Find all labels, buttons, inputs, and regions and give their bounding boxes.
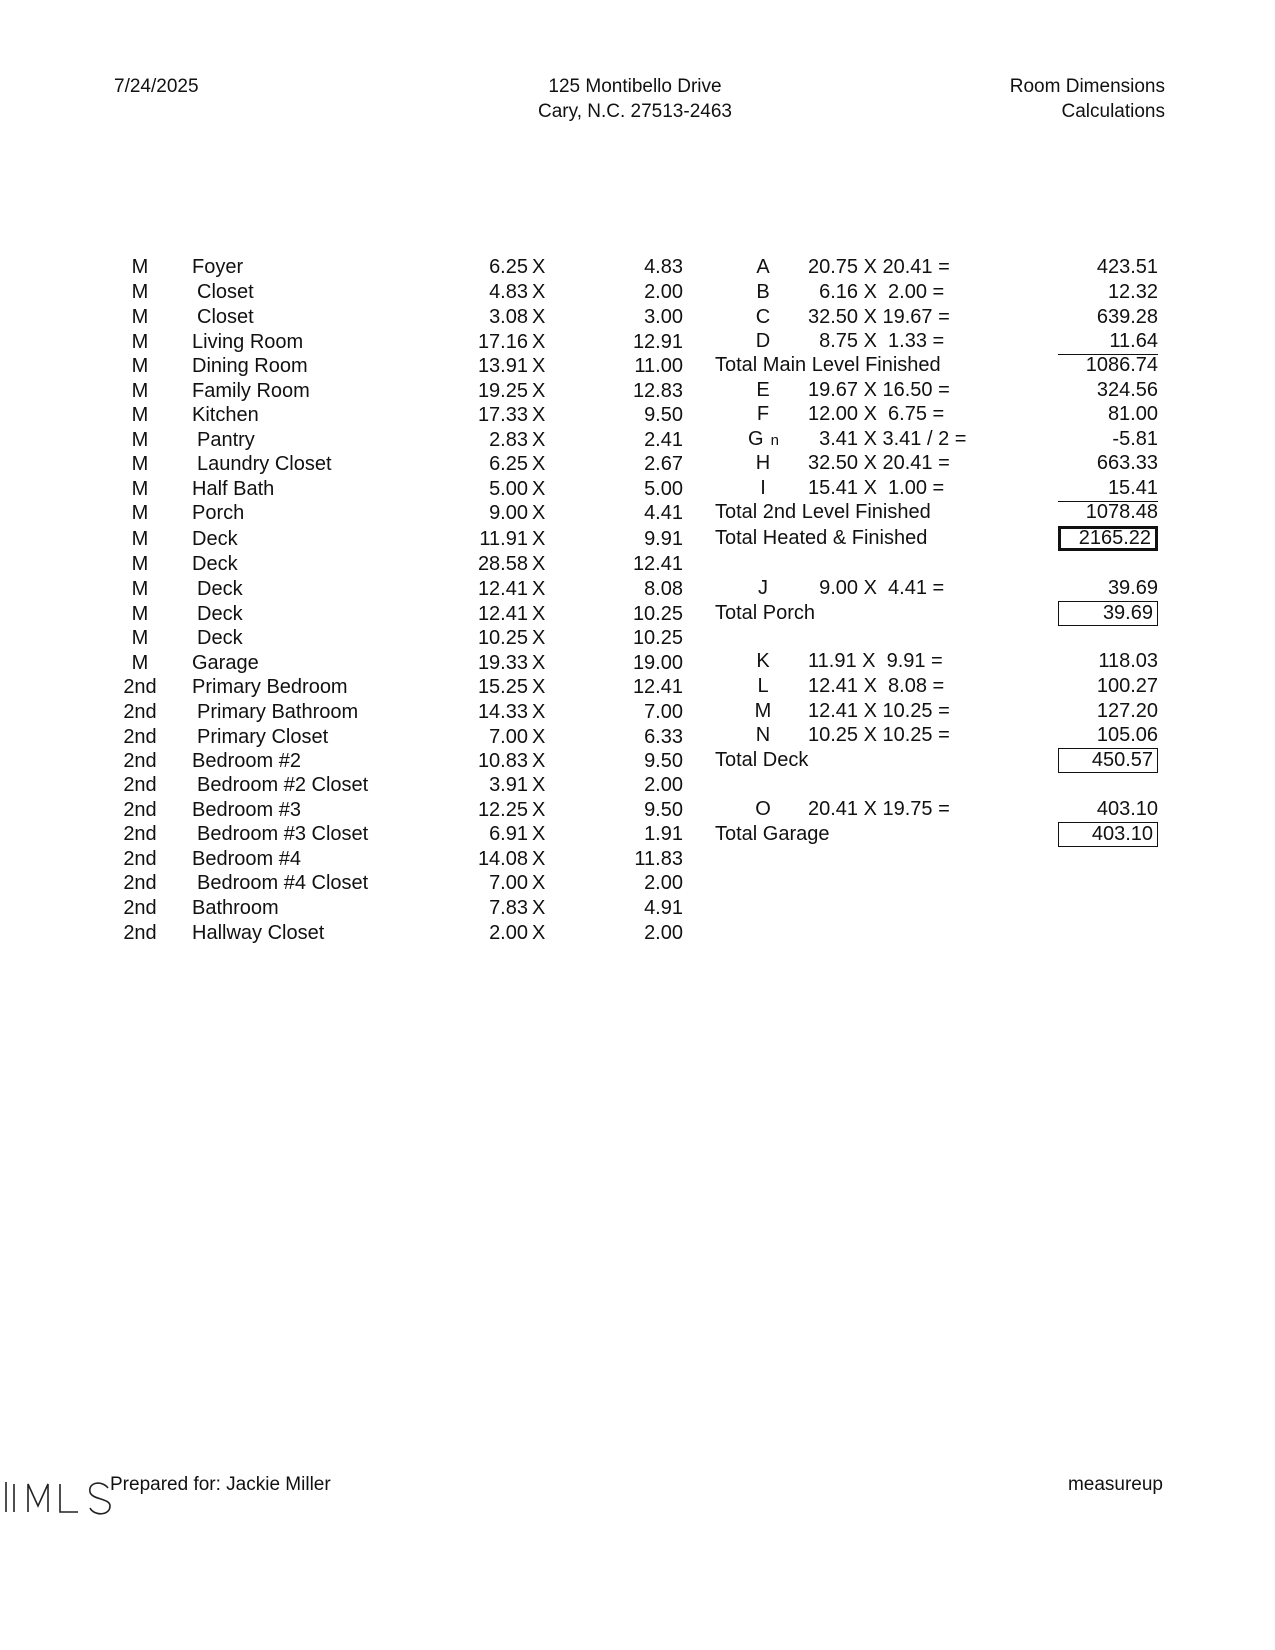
total-value: 2165.22 — [1078, 527, 1151, 549]
mls-logo — [4, 1476, 114, 1516]
room-length: 7.00 — [489, 726, 528, 748]
room-level: 2nd — [123, 750, 157, 772]
room-length: 6.25 — [489, 453, 528, 475]
room-name: Primary Bathroom — [197, 701, 359, 723]
area-result: 105.06 — [1096, 724, 1158, 746]
room-level: M — [131, 380, 149, 402]
times-symbol: X — [532, 922, 546, 944]
room-name: Bedroom #4 — [192, 848, 301, 870]
times-symbol: X — [532, 897, 546, 919]
room-name: Deck — [197, 603, 243, 625]
area-letter: M — [754, 700, 772, 722]
room-width: 2.00 — [644, 281, 683, 303]
room-name: Dining Room — [192, 355, 308, 377]
area-label — [748, 450, 778, 476]
room-length: 12.41 — [477, 578, 528, 600]
times-symbol: X — [532, 528, 546, 550]
room-level: M — [131, 281, 149, 303]
area-result: 127.20 — [1096, 700, 1158, 722]
area-label — [748, 796, 778, 822]
area-label — [748, 279, 778, 305]
report-date: 7/24/2025 — [114, 76, 199, 97]
area-letter: H — [755, 452, 771, 474]
room-length: 19.33 — [477, 652, 528, 674]
total-label: Total Deck — [715, 749, 809, 771]
area-label — [748, 722, 778, 748]
times-symbol: X — [532, 872, 546, 894]
room-name: Closet — [197, 281, 254, 303]
room-width: 10.25 — [632, 603, 683, 625]
room-length: 17.16 — [477, 331, 528, 353]
area-label — [748, 328, 778, 354]
area-letter: B — [756, 281, 770, 303]
area-result: 423.51 — [1096, 256, 1158, 278]
room-name: Kitchen — [192, 404, 259, 426]
room-width: 11.00 — [634, 355, 683, 377]
times-symbol: X — [532, 404, 546, 426]
area-letter: K — [756, 650, 770, 672]
area-expression: 6.16 X 2.00 = — [808, 281, 945, 303]
room-level: 2nd — [123, 897, 157, 919]
room-name: Bedroom #2 — [192, 750, 301, 772]
room-name: Deck — [197, 578, 243, 600]
total-box — [1058, 822, 1158, 847]
area-expression: 3.41 X 3.41 / 2 = — [808, 428, 967, 450]
room-level: 2nd — [123, 823, 157, 845]
room-name: Hallway Closet — [192, 922, 325, 944]
area-label — [748, 254, 778, 280]
room-length: 19.25 — [477, 380, 528, 402]
room-level: M — [131, 306, 149, 328]
room-width: 9.50 — [644, 799, 683, 821]
area-expression: 10.25 X 10.25 = — [808, 724, 950, 746]
room-width: 10.25 — [632, 627, 683, 649]
area-letter: F — [756, 403, 770, 425]
room-length: 14.33 — [477, 701, 528, 723]
area-label — [748, 304, 778, 330]
room-width: 2.00 — [644, 872, 683, 894]
room-level: M — [131, 502, 149, 524]
room-length: 5.00 — [489, 478, 528, 500]
room-level: M — [131, 553, 149, 575]
room-length: 7.00 — [489, 872, 528, 894]
times-symbol: X — [532, 429, 546, 451]
room-width: 6.33 — [644, 726, 683, 748]
room-width: 9.50 — [644, 750, 683, 772]
room-level: 2nd — [123, 848, 157, 870]
area-label — [748, 377, 778, 403]
room-level: M — [131, 627, 149, 649]
total-label: Total Porch — [715, 602, 816, 624]
report-title — [1010, 74, 1165, 124]
area-expression: 9.00 X 4.41 = — [808, 577, 945, 599]
room-length: 14.08 — [477, 848, 528, 870]
area-result: 403.10 — [1096, 798, 1158, 820]
room-width: 19.00 — [632, 652, 683, 674]
total-box — [1058, 601, 1158, 626]
room-level: M — [131, 331, 149, 353]
times-symbol: X — [532, 331, 546, 353]
area-letter: C — [755, 306, 771, 328]
room-length: 10.25 — [477, 627, 528, 649]
room-length: 17.33 — [477, 404, 528, 426]
room-width: 4.83 — [644, 256, 683, 278]
area-expression: 32.50 X 19.67 = — [808, 306, 950, 328]
room-length: 3.91 — [489, 774, 528, 796]
times-symbol: X — [532, 453, 546, 475]
area-letter: J — [758, 577, 768, 599]
room-level: M — [131, 603, 149, 625]
room-name: Deck — [192, 528, 238, 550]
area-result: -5.81 — [1112, 428, 1158, 450]
area-result: 100.27 — [1096, 675, 1158, 697]
room-length: 28.58 — [477, 553, 528, 575]
area-expression: 20.75 X 20.41 = — [808, 256, 950, 278]
times-symbol: X — [532, 553, 546, 575]
room-width: 12.41 — [632, 676, 683, 698]
times-symbol: X — [532, 502, 546, 524]
brand-name: measureup — [1067, 1474, 1163, 1495]
room-name: Bedroom #4 Closet — [197, 872, 369, 894]
room-name: Deck — [197, 627, 243, 649]
room-width: 11.83 — [634, 848, 683, 870]
area-expression: 8.75 X 1.33 = — [808, 330, 945, 352]
area-note: n — [770, 432, 779, 449]
area-label — [748, 648, 778, 674]
room-width: 8.08 — [644, 578, 683, 600]
room-length: 2.00 — [489, 922, 528, 944]
area-letter: O — [755, 798, 771, 820]
room-level: M — [131, 478, 149, 500]
subtotal-value: 1078.48 — [1085, 501, 1158, 523]
room-level: 2nd — [123, 774, 157, 796]
room-name: Pantry — [197, 429, 255, 451]
address-line-2: Cary, N.C. 27513-2463 — [538, 101, 732, 122]
times-symbol: X — [532, 750, 546, 772]
subtotal-value: 1086.74 — [1085, 354, 1158, 376]
address-line-1: 125 Montibello Drive — [548, 76, 722, 97]
room-name: Closet — [197, 306, 254, 328]
area-letter: L — [757, 675, 769, 697]
room-width: 4.91 — [644, 897, 683, 919]
room-level: 2nd — [123, 799, 157, 821]
title-line-2: Calculations — [1061, 101, 1165, 122]
area-result: 663.33 — [1096, 452, 1158, 474]
times-symbol: X — [532, 281, 546, 303]
times-symbol: X — [532, 726, 546, 748]
area-expression: 32.50 X 20.41 = — [808, 452, 950, 474]
room-level: 2nd — [123, 872, 157, 894]
room-name: Primary Bedroom — [192, 676, 348, 698]
room-length: 9.00 — [489, 502, 528, 524]
room-length: 13.91 — [477, 355, 528, 377]
prepared-for: Prepared for: Jackie Miller — [110, 1474, 331, 1495]
total-box — [1058, 748, 1158, 773]
property-address — [450, 74, 820, 124]
room-level: 2nd — [123, 726, 157, 748]
area-expression: 12.00 X 6.75 = — [808, 403, 945, 425]
room-name: Family Room — [192, 380, 310, 402]
room-width: 12.41 — [632, 553, 683, 575]
room-width: 1.91 — [644, 823, 683, 845]
room-name: Half Bath — [192, 478, 275, 500]
room-width: 2.41 — [644, 429, 683, 451]
times-symbol: X — [532, 306, 546, 328]
area-result: 324.56 — [1096, 379, 1158, 401]
room-level: M — [131, 256, 149, 278]
room-level: M — [131, 528, 149, 550]
area-expression: 11.91 X 9.91 = — [808, 650, 943, 672]
times-symbol: X — [532, 848, 546, 870]
times-symbol: X — [532, 355, 546, 377]
room-width: 2.00 — [644, 922, 683, 944]
room-name: Porch — [192, 502, 245, 524]
total-value: 39.69 — [1102, 602, 1153, 624]
area-result: 639.28 — [1096, 306, 1158, 328]
room-name: Foyer — [192, 256, 244, 278]
room-level: M — [131, 355, 149, 377]
room-length: 6.25 — [489, 256, 528, 278]
times-symbol: X — [532, 823, 546, 845]
room-width: 3.00 — [644, 306, 683, 328]
times-symbol: X — [532, 603, 546, 625]
area-letter: A — [756, 256, 770, 278]
room-width: 5.00 — [644, 478, 683, 500]
subtotal-label: Total 2nd Level Finished — [715, 501, 931, 523]
room-length: 15.25 — [477, 676, 528, 698]
room-name: Primary Closet — [197, 726, 329, 748]
times-symbol: X — [532, 478, 546, 500]
room-level: 2nd — [123, 701, 157, 723]
area-letter: N — [755, 724, 771, 746]
room-length: 4.83 — [489, 281, 528, 303]
room-length: 10.83 — [477, 750, 528, 772]
room-name: Garage — [192, 652, 259, 674]
area-expression: 19.67 X 16.50 = — [808, 379, 950, 401]
area-letter: D — [755, 330, 771, 352]
room-level: 2nd — [123, 676, 157, 698]
area-label — [748, 401, 778, 427]
room-length: 6.91 — [489, 823, 528, 845]
area-label — [748, 698, 778, 724]
area-expression: 12.41 X 10.25 = — [808, 700, 950, 722]
room-width: 12.83 — [632, 380, 683, 402]
times-symbol: X — [532, 380, 546, 402]
room-level: M — [131, 578, 149, 600]
room-length: 12.25 — [477, 799, 528, 821]
room-name: Deck — [192, 553, 238, 575]
title-line-1: Room Dimensions — [1009, 76, 1165, 97]
area-letter: G — [748, 428, 764, 450]
area-result: 118.03 — [1098, 650, 1158, 672]
area-result: 39.69 — [1107, 577, 1158, 599]
room-level: M — [131, 429, 149, 451]
times-symbol: X — [532, 652, 546, 674]
room-width: 2.67 — [644, 453, 683, 475]
times-symbol: X — [532, 701, 546, 723]
area-result: 11.64 — [1058, 328, 1158, 355]
room-level: M — [131, 404, 149, 426]
times-symbol: X — [532, 578, 546, 600]
room-length: 3.08 — [489, 306, 528, 328]
room-width: 12.91 — [632, 331, 683, 353]
room-name: Living Room — [192, 331, 304, 353]
subtotal-label: Total Main Level Finished — [715, 354, 941, 376]
room-length: 2.83 — [489, 429, 528, 451]
area-label — [748, 475, 778, 501]
times-symbol: X — [532, 799, 546, 821]
room-width: 4.41 — [644, 502, 683, 524]
area-expression: 15.41 X 1.00 = — [808, 477, 945, 499]
room-name: Bedroom #2 Closet — [197, 774, 369, 796]
times-symbol: X — [532, 676, 546, 698]
times-symbol: X — [532, 774, 546, 796]
total-value: 403.10 — [1091, 823, 1153, 845]
room-width: 2.00 — [644, 774, 683, 796]
times-symbol: X — [532, 256, 546, 278]
room-length: 7.83 — [489, 897, 528, 919]
room-length: 12.41 — [477, 603, 528, 625]
area-result: 12.32 — [1107, 281, 1158, 303]
room-name: Bedroom #3 Closet — [197, 823, 369, 845]
area-letter: E — [756, 379, 770, 401]
times-symbol: X — [532, 627, 546, 649]
area-expression: 20.41 X 19.75 = — [808, 798, 950, 820]
area-label — [748, 673, 778, 699]
room-name: Bedroom #3 — [192, 799, 301, 821]
area-result: 15.41 — [1058, 475, 1158, 502]
room-length: 11.91 — [479, 528, 528, 550]
area-expression: 12.41 X 8.08 = — [808, 675, 945, 697]
room-width: 7.00 — [644, 701, 683, 723]
total-box — [1058, 526, 1158, 551]
area-label — [748, 575, 778, 601]
room-level: M — [131, 453, 149, 475]
area-result: 81.00 — [1107, 403, 1158, 425]
total-value: 450.57 — [1091, 749, 1153, 771]
room-width: 9.91 — [644, 528, 683, 550]
room-name: Bathroom — [192, 897, 279, 919]
room-level: M — [131, 652, 149, 674]
room-name: Laundry Closet — [197, 453, 332, 475]
total-label: Total Garage — [715, 823, 830, 845]
room-level: 2nd — [123, 922, 157, 944]
room-width: 9.50 — [644, 404, 683, 426]
area-letter: I — [760, 477, 766, 499]
total-label: Total Heated & Finished — [715, 527, 928, 549]
